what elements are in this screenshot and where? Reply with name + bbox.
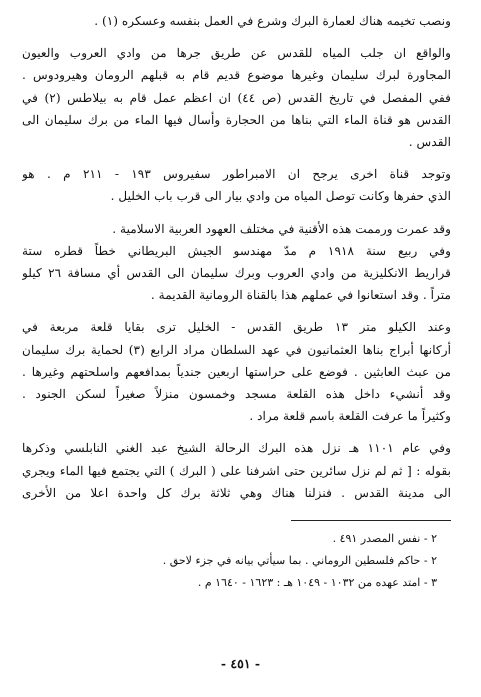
text-line: وكثيراً ما عرفت القلعة باسم قلعة مراد . [249,409,451,424]
text-line: القدس هو قناة الماء التي بناها من الحجارة وأسال فيها الماء من برك سليمان الى [22,112,451,127]
text-line: وفي عام ١١٠١ هـ نزل هذه البرك الرحالة الشيخ عبد الغني النابلسي وذكرها [22,441,451,456]
paragraph-1 [22,10,451,32]
text-line: وتوجد قناة اخرى يرجح ان الامبراطور سفيروس ١٩٣ - ٢١١ م . هو [22,167,451,182]
paragraph-2 [22,42,451,153]
text-line: أركانها أبراج بناها العثمانيون في عهد السلطان مراد الرابع (٣) لحماية برك سليمان [22,342,451,357]
text-line: الذي حفرها وكانت توصل المياه من وادي بيار الى قرب باب الخليل . [110,189,451,204]
text-line: قراريط الانكليزية من وادي العروب وبرك سليمان الى القدس أي مسافة ٢٦ كيلو [22,266,451,281]
text-line: وفي ربيع سنة ١٩١٨ م مدّ مهندسو الجيش البريطاني خطاً قطره ستة [22,243,451,258]
text-line: وقد عمرت ورممت هذه الأقنية في مختلف العهود العربية الاسلامية . [112,221,451,236]
text-line: وقد أنشيء داخل هذه القلعة مسجد وخمسون منزلاً صغيراً لسكن الجنود . [22,387,451,402]
footnote-divider [291,520,451,521]
text-line: من عبث العابثين . فوضع على حراستها اربعين جندياً بمدافعهم واسلحتهم وغيرها . [22,364,451,379]
page-number: - ٤٥١ - [220,656,261,671]
paragraph-5 [22,240,451,307]
body-text [22,10,451,504]
text-line: متراً . وقد استعانوا في عملهم هذا بالقناة الرومانية القديمة . [150,288,451,303]
text-line: وعند الكيلو متر ١٣ طريق القدس - الخليل ترى بقايا قلعة مربعة في [22,320,451,335]
paragraph-7 [22,437,451,504]
text-line: المجاورة لبرك سليمان وغيرها موضوع قديم قام به قبلهم الرومان وهيرودوس . [22,68,451,83]
footnote-2: ٢ - حاكم فلسطين الروماني . بما سيأتي بيانه في جزء لاحق . [162,554,437,568]
paragraph-3 [22,163,451,207]
text-line: ففي المفصل في تاريخ القدس (ص ٤٤) ان اعظم عمل قام به بيلاطس (٢) في [22,90,451,105]
text-line: بقوله : [ ثم لم نزل سائرين حتى اشرفنا على ( البرك ) التي يجتمع فيها الماء ويجري [22,463,451,478]
paragraph-4 [22,218,451,240]
footnote-1: ٢ - نفس المصدر ٤٩١ . [332,532,437,546]
footnotes [22,529,451,593]
text-line: والواقع ان جلب المياه للقدس عن طريق جرها من وادي العروب والعيون [22,46,451,61]
paragraph-6 [22,316,451,427]
text-line: الى مدينة القدس . فنزلنا هناك وهي ثلاثة برك كل واحدة اعلا من الأخرى [22,485,451,500]
text-line: القدس . [408,135,451,150]
text-line: ونصب تخيمه هناك لعمارة البرك وشرع في العمل بنفسه وعسكره (١) . [94,14,451,28]
footnote-3: ٣ - امتد عهده من ١٠٣٢ - ١٠٤٩ هـ : ١٦٢٣ - ١٦٤٠ م . [197,576,437,590]
